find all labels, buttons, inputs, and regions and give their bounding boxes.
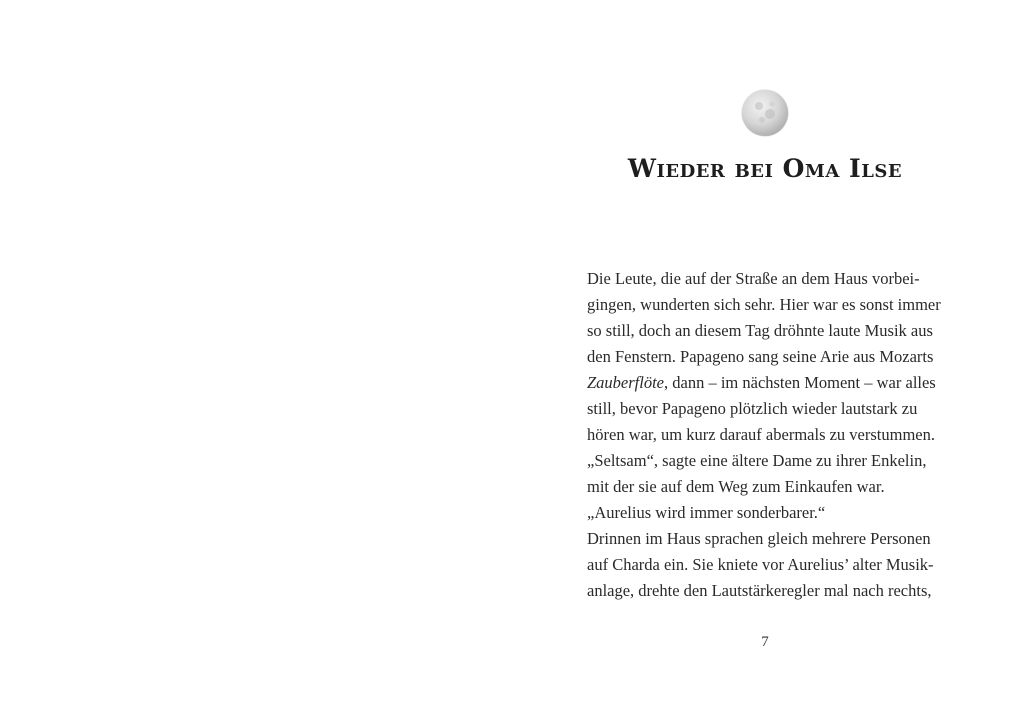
text-line: [587, 370, 947, 396]
page-number: 7: [761, 634, 769, 650]
text-line: gingen, wunderten sich sehr. Hier war es sonst immer: [587, 295, 941, 314]
text-line: Die Leute, die auf der Straße an dem Haus vorbei-: [587, 269, 920, 288]
text-line: mit der sie auf dem Weg zum Einkaufen war.: [587, 477, 885, 496]
text-line-rest: , dann – im nächsten Moment – war alles: [664, 373, 936, 392]
text-line: so still, doch an diesem Tag dröhnte laute Musik aus: [587, 321, 933, 340]
chapter-title: Wieder bei Oma Ilse: [627, 154, 903, 183]
text-line: hören war, um kurz darauf abermals zu verstummen.: [587, 425, 935, 444]
opera-title: Zauberflöte: [587, 373, 664, 392]
text-line: Drinnen im Haus sprachen gleich mehrere Personen: [587, 529, 931, 548]
text-line: den Fenstern. Papageno sang seine Arie aus Mozarts: [587, 347, 934, 366]
text-line: still, bevor Papageno plötzlich wieder lautstark zu: [587, 399, 918, 418]
moon-icon: [742, 90, 788, 136]
text-line: auf Charda ein. Sie kniete vor Aurelius’ alter Musik-: [587, 555, 934, 574]
text-line: „Aurelius wird immer sonderbarer.“: [587, 503, 826, 522]
text-line: anlage, drehte den Lautstärkeregler mal nach rechts,: [587, 581, 932, 600]
body-text: [587, 266, 947, 604]
right-page: [510, 0, 1020, 720]
text-line: „Seltsam“, sagte eine ältere Dame zu ihrer Enkelin,: [587, 451, 927, 470]
